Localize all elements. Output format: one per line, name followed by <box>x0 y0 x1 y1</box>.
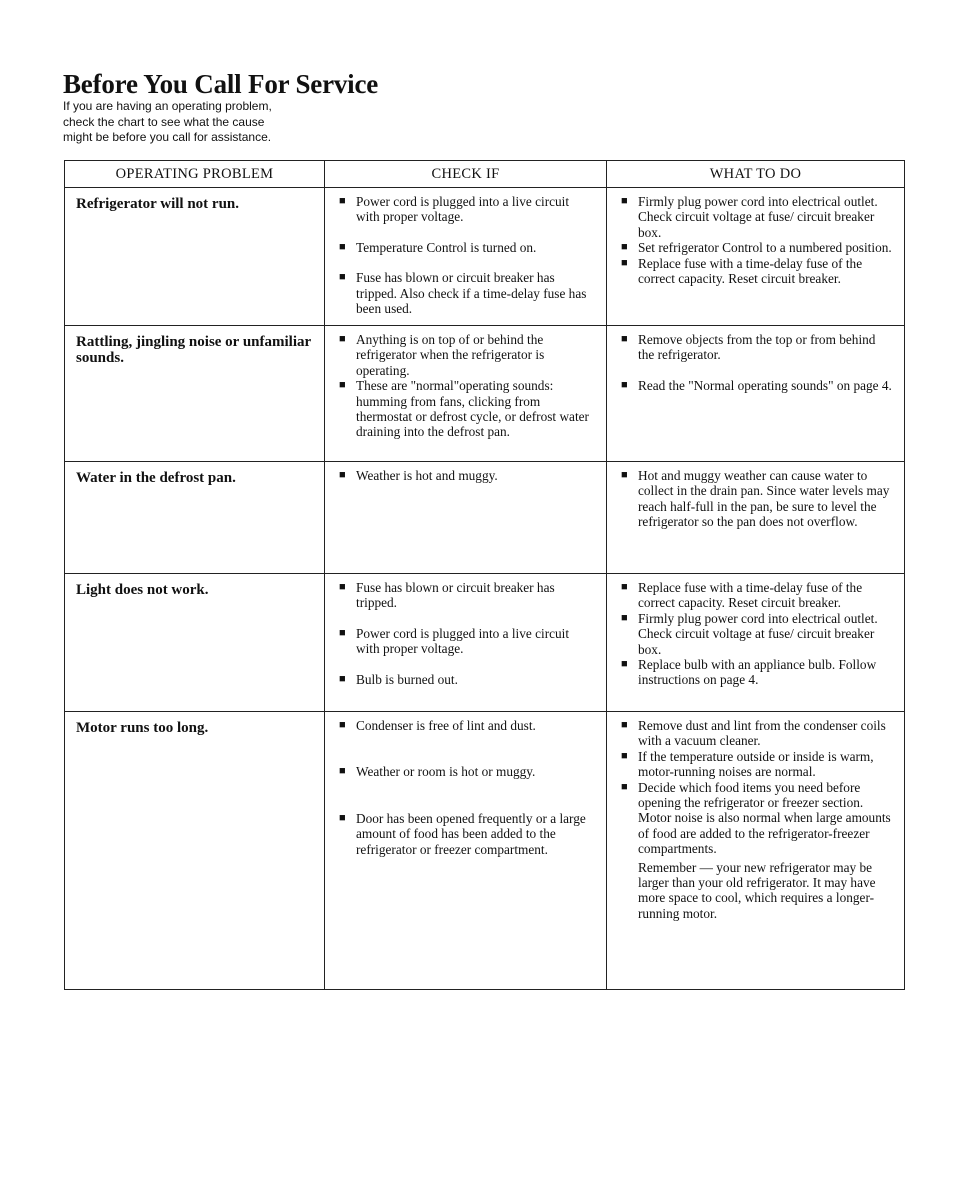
bullet-icon: ■ <box>339 719 346 731</box>
action-cell <box>607 326 905 462</box>
action-item: ■ Replace bulb with an appliance bulb. Follow instructions on page 4. <box>621 657 877 688</box>
action-item: ■ Decide which food items you need before opening the refrigerator or freezer section. Motor noise is also normal when large amounts of food are added to the refrigerator-freezer compartments. <box>621 779 891 857</box>
check-item: ■ Weather or room is hot or muggy. <box>339 764 536 780</box>
header-what-to-do: WHAT TO DO <box>607 161 905 188</box>
bullet-icon: ■ <box>621 256 628 269</box>
intro-text <box>63 99 363 146</box>
problem-cell: Refrigerator will not run. <box>65 188 325 326</box>
bullet-icon: ■ <box>339 271 346 284</box>
check-cell <box>325 188 607 326</box>
table-row <box>65 462 905 574</box>
bullet-icon: ■ <box>339 333 346 345</box>
check-item: ■ Power cord is plugged into a live circuit with proper voltage. <box>339 625 570 657</box>
bullet-icon: ■ <box>621 780 628 793</box>
action-item: ■ Replace fuse with a time-delay fuse of the correct capacity. Reset circuit breaker. <box>621 580 863 611</box>
header-operating-problem: OPERATING PROBLEM <box>65 161 325 188</box>
check-item: ■ Condenser is free of lint and dust. <box>339 718 536 733</box>
problem-cell: Rattling, jingling noise or unfamiliar sounds. <box>65 326 325 462</box>
intro-line: If you are having an operating problem, <box>63 99 272 113</box>
check-item: ■ These are "normal"operating sounds: humming from fans, clicking from thermostat or defrost cycle, or defrost water draining into the defrost pan. <box>339 378 589 440</box>
check-item: ■ Anything is on top of or behind the refrigerator when the refrigerator is operating. <box>339 332 545 378</box>
table-row <box>65 574 905 712</box>
bullet-icon: ■ <box>621 658 628 671</box>
check-item: ■ Bulb is burned out. <box>339 671 458 687</box>
action-item: ■ Replace fuse with a time-delay fuse of the correct capacity. Reset circuit breaker. <box>621 255 863 287</box>
check-cell <box>325 574 607 712</box>
bullet-icon: ■ <box>621 378 628 391</box>
action-item: ■ Set refrigerator Control to a numbered position. <box>621 240 892 256</box>
check-item: ■ Fuse has blown or circuit breaker has tripped. <box>339 580 555 611</box>
check-item: ■ Door has been opened frequently or a large amount of food has been added to the refrigerator or freezer compartment. <box>339 810 586 857</box>
bullet-icon: ■ <box>339 240 346 253</box>
table-row <box>65 188 905 326</box>
bullet-icon: ■ <box>339 626 346 639</box>
action-item: ■ Remove dust and lint from the condenser coils with a vacuum cleaner. <box>621 718 886 749</box>
bullet-icon: ■ <box>339 811 346 824</box>
action-item: ■ Hot and muggy weather can cause water to collect in the drain pan. Since water levels may reach half-full in the pan, be sure to level the refrigerator so the pan does not overflow. <box>621 468 890 530</box>
table-row <box>65 712 905 990</box>
check-item: ■ Fuse has blown or circuit breaker has tripped. Also check if a time-delay fuse has been used. <box>339 270 587 317</box>
bullet-icon: ■ <box>621 333 628 345</box>
check-item: ■ Temperature Control is turned on. <box>339 239 537 255</box>
problem-cell: Motor runs too long. <box>65 712 325 990</box>
bullet-icon: ■ <box>339 672 346 685</box>
table-row <box>65 326 905 462</box>
page-title: Before You Call For Service <box>63 69 379 99</box>
action-item: ■ If the temperature outside or inside is warm, motor-running noises are normal. <box>621 748 874 780</box>
bullet-icon: ■ <box>339 195 346 207</box>
action-cell <box>607 574 905 712</box>
bullet-icon: ■ <box>621 195 628 207</box>
bullet-icon: ■ <box>339 581 346 593</box>
action-item: ■ Remove objects from the top or from behind the refrigerator. <box>621 332 876 363</box>
remember-note: Remember — your new refrigerator may be larger than your old refrigerator. It may have more space to cool, which requires a longer-running motor. <box>638 859 876 921</box>
action-cell <box>607 712 905 990</box>
problem-cell: Water in the defrost pan. <box>65 462 325 574</box>
action-cell <box>607 188 905 326</box>
bullet-icon: ■ <box>621 581 628 593</box>
check-item: ■ Weather is hot and muggy. <box>339 468 498 483</box>
intro-line: check the chart to see what the cause <box>63 114 265 129</box>
problem-cell: Light does not work. <box>65 574 325 712</box>
bullet-icon: ■ <box>621 241 628 254</box>
troubleshooting-table <box>64 160 905 990</box>
header-check-if: CHECK IF <box>325 161 607 188</box>
bullet-icon: ■ <box>621 611 628 624</box>
bullet-icon: ■ <box>621 749 628 762</box>
action-item: ■ Firmly plug power cord into electrical outlet. Check circuit voltage at fuse/ circuit breaker box. <box>621 194 878 240</box>
bullet-icon: ■ <box>339 379 346 392</box>
action-item: ■ Firmly plug power cord into electrical outlet. Check circuit voltage at fuse/ circuit breaker box. <box>621 610 878 657</box>
check-cell <box>325 462 607 574</box>
bullet-icon: ■ <box>339 469 346 481</box>
bullet-icon: ■ <box>339 765 346 778</box>
table-header-row <box>65 161 905 188</box>
check-item: ■ Power cord is plugged into a live circuit with proper voltage. <box>339 194 570 225</box>
action-item: ■ Read the "Normal operating sounds" on page 4. <box>621 377 892 393</box>
bullet-icon: ■ <box>621 469 628 481</box>
check-cell <box>325 326 607 462</box>
action-cell <box>607 462 905 574</box>
intro-line: might be before you call for assistance. <box>63 130 272 144</box>
bullet-icon: ■ <box>621 719 628 731</box>
check-cell <box>325 712 607 990</box>
